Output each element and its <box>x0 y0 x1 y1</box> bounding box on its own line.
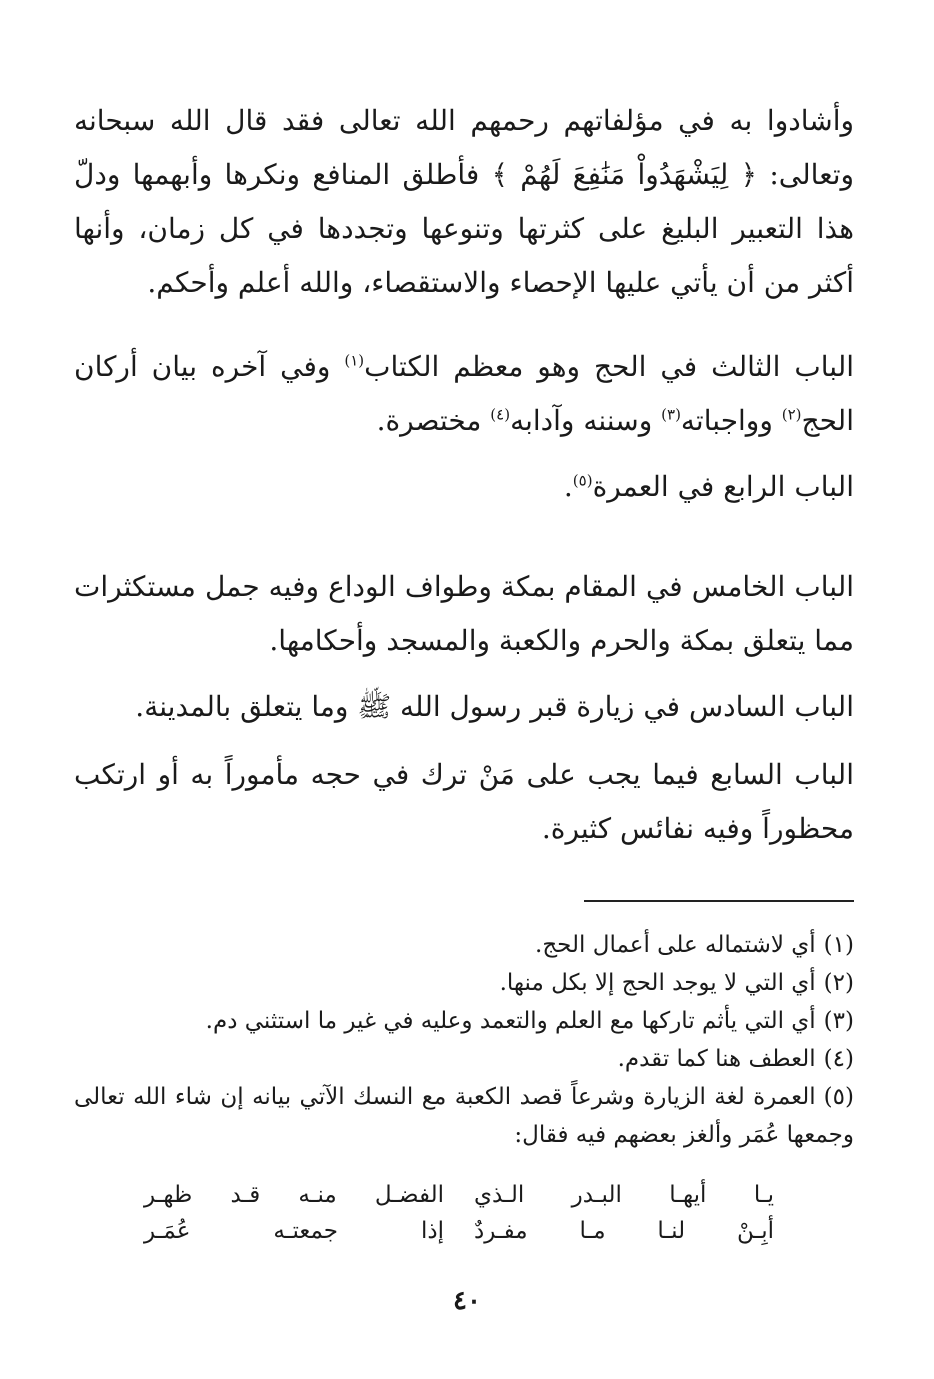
footnote-marker-1[interactable]: (١) <box>344 351 365 370</box>
footnote-number: (٥) <box>823 1084 854 1110</box>
chapter-three-text-2: وفي آخره بيان أركان الحج <box>74 350 854 437</box>
footnote-1 <box>74 926 854 964</box>
quran-verse: ﴿ لِيَشْهَدُواْ مَنَٰفِعَ لَهُمْ ﴾ <box>491 158 758 191</box>
footnote-marker-3[interactable]: (٣) <box>661 405 681 424</box>
footnote-text: العمرة لغة الزيارة وشرعاً قصد الكعبة مع النسك الآتي بيانه إن شاء الله تعالى وجمعها عُمَر وألغز بعضهم فيه فقال: <box>74 1084 854 1148</box>
verse-second-hemistich: الفضـل منـه قـد ظهـر <box>144 1182 444 1208</box>
chapter-three-paragraph <box>74 340 854 448</box>
footnote-marker-4[interactable]: (٤) <box>490 405 511 424</box>
chapter-four-period: . <box>563 470 573 503</box>
footnote-3 <box>74 1002 854 1040</box>
chapter-three-text: الباب الثالث في الحج وهو معظم الكتاب <box>364 350 855 383</box>
verse-first-hemistich: أبِـنْ لنـا مـا مفـردٌ <box>474 1218 774 1244</box>
paragraph-intro <box>74 94 854 310</box>
footnote-text: أي التي يأثم تاركها مع العلم والتعمد وعليه في غير ما استثني دم. <box>205 1008 816 1034</box>
footnote-text: العطف هنا كما تقدم. <box>617 1046 816 1072</box>
footnote-number: (٢) <box>823 970 854 996</box>
footnote-number: (١) <box>823 932 854 958</box>
chapter-three-text-4: وسننه وآدابه <box>510 404 653 437</box>
poem-verse-2 <box>144 1212 774 1250</box>
verse-second-hemistich: إذا جمعتـه عُمَـر <box>144 1218 444 1244</box>
footnote-2 <box>74 964 854 1002</box>
chapter-six-paragraph: الباب السادس في زيارة قبر رسول الله ﷺ وما يتعلق بالمدينة. <box>135 690 854 723</box>
footnote-marker-5[interactable]: (٥) <box>572 471 593 490</box>
chapter-three-text-3: وواجباته <box>680 404 773 437</box>
page-number: ٤٠ <box>453 1286 481 1316</box>
footnote-number: (٣) <box>823 1008 854 1034</box>
intro-text: وأشادوا به في مؤلفاتهم رحمهم الله تعالى فقد قال الله سبحانه وتعالى: <box>74 104 855 191</box>
footnote-5 <box>74 1078 854 1154</box>
footnote-number: (٤) <box>823 1046 854 1072</box>
verse-first-hemistich: يـا أيهـا البـدر الـذي <box>474 1182 774 1208</box>
chapter-four-paragraph <box>74 460 854 514</box>
chapter-three-text-5: مختصرة. <box>376 404 482 437</box>
footnote-text: أي التي لا يوجد الحج إلا بكل منها. <box>499 970 816 996</box>
footnote-text: أي لاشتماله على أعمال الحج. <box>535 932 816 958</box>
footnote-separator <box>584 900 854 902</box>
chapter-five-paragraph: الباب الخامس في المقام بمكة وطواف الوداع وفيه جمل مستكثرات مما يتعلق بمكة والحرم والكعبة والمسجد وأحكامها. <box>74 570 854 657</box>
footnote-4 <box>74 1040 854 1078</box>
poem-verse-1 <box>144 1176 774 1214</box>
chapter-seven-paragraph: الباب السابع فيما يجب على مَنْ ترك في حجه مأموراً به أو ارتكب محظوراً وفيه نفائس كثيرة. <box>74 758 854 845</box>
footnote-marker-2[interactable]: (٢) <box>781 405 802 424</box>
intro-text-continued: فأطلق المنافع ونكرها وأبهمها ودلّ هذا التعبير البليغ على كثرتها وتنوعها وتجددها في كل زمان، وأنها أكثر من أن يأتي عليها الإحصاء والاستقصاء، والله أعلم وأحكم. <box>74 158 854 299</box>
chapter-four-text: الباب الرابع في العمرة <box>592 470 854 503</box>
